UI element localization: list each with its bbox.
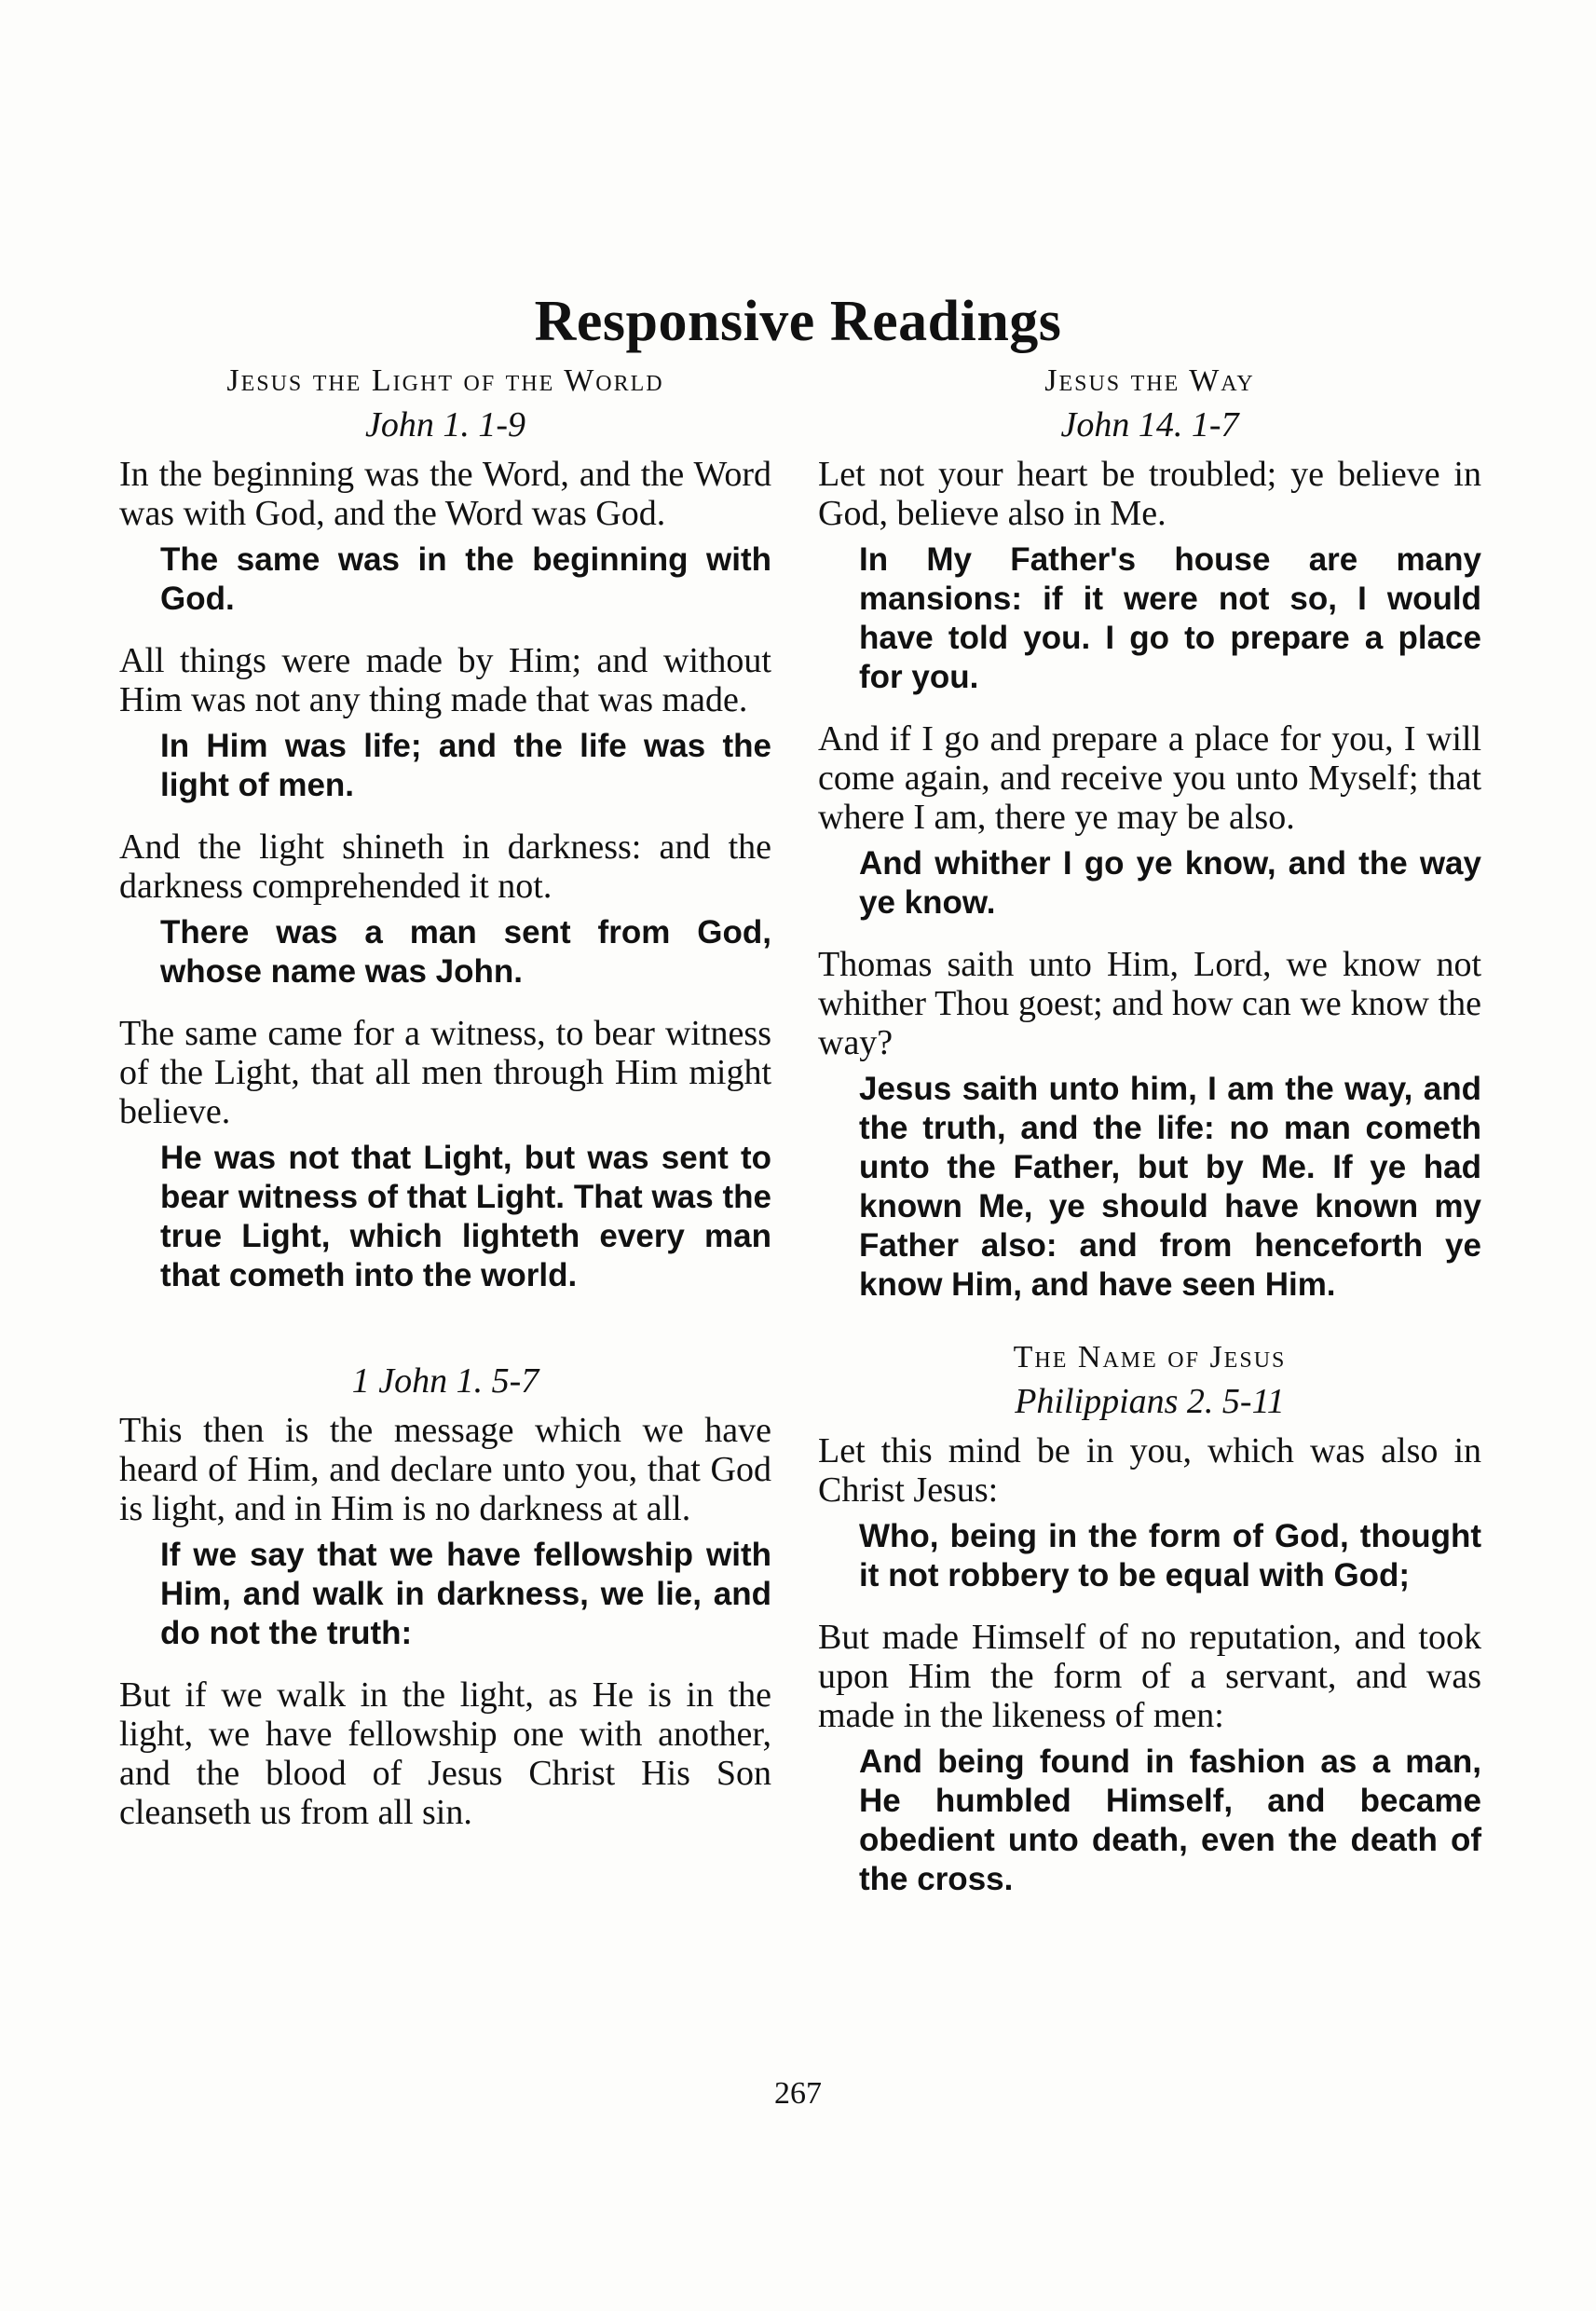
minister-verse: The same came for a witness, to bear witness of the Light, that all men through Him might believe. [119,1014,771,1131]
page-number: 267 [774,2076,822,2111]
minister-verse: But made Himself of no reputation, and took upon Him the form of a servant, and was made in the likeness of men: [818,1618,1481,1735]
right-column [818,363,1481,1921]
minister-verse: Let this mind be in you, which was also in Christ Jesus: [818,1431,1481,1510]
scripture-reference: 1 John 1. 5-7 [351,1361,539,1401]
section-title-the-way: Jesus the Way [1044,363,1255,398]
minister-verse: All things were made by Him; and without Him was not any thing made that was made. [119,641,771,719]
response-verse: There was a man sent from God, whose name was John. [160,914,771,990]
response-verse: The same was in the beginning with God. [160,541,771,617]
left-column [119,363,771,1839]
minister-verse: In the beginning was the Word, and the Word was with God, and the Word was God. [119,455,771,533]
response-verse: Jesus saith unto him, I am the way, and the truth, and the life: no man cometh unto the Father, but by Me. If ye had known Me, ye should have known my Father also: and from henceforth ye know Him, and have seen Him. [859,1071,1481,1303]
minister-verse: Thomas saith unto Him, Lord, we know not whither Thou goest; and how can we know the way? [818,945,1481,1062]
response-verse: And being found in fashion as a man, He humbled Himself, and became obedient unto death, even the death of the cross. [859,1744,1481,1897]
scripture-reference: Philippians 2. 5-11 [1015,1382,1285,1421]
response-verse: In My Father's house are many mansions: if it were not so, I would have told you. I go to prepare a place for you. [859,541,1481,695]
response-verse: Who, being in the form of God, thought it not robbery to be equal with God; [859,1518,1481,1593]
response-verse: In Him was life; and the life was the light of men. [160,728,771,803]
section-title-name-of-jesus: The Name of Jesus [1013,1340,1287,1374]
minister-verse: Let not your heart be troubled; ye believe in God, believe also in Me. [818,455,1481,533]
page-title: Responsive Readings [534,289,1062,353]
response-verse: If we say that we have fellowship with Him, and walk in darkness, we lie, and do not the truth: [160,1537,771,1651]
section-title-light-of-world: Jesus the Light of the World [226,363,664,398]
minister-verse: This then is the message which we have heard of Him, and declare unto you, that God is light, and in Him is no darkness at all. [119,1411,771,1528]
response-verse: And whither I go ye know, and the way ye know. [859,845,1481,921]
minister-verse: But if we walk in the light, as He is in the light, we have fellowship one with another, and the blood of Jesus Christ His Son cleanseth us from all sin. [119,1675,771,1832]
response-verse: He was not that Light, but was sent to bear witness of that Light. That was the true Light, which lighteth every man that cometh into the world. [160,1140,771,1293]
scripture-reference: John 1. 1-9 [364,405,526,444]
minister-verse: And the light shineth in darkness: and the darkness comprehended it not. [119,827,771,906]
minister-verse: And if I go and prepare a place for you, I will come again, and receive you unto Myself; that where I am, there ye may be also. [818,719,1481,837]
scripture-reference: John 14. 1-7 [1060,405,1239,444]
